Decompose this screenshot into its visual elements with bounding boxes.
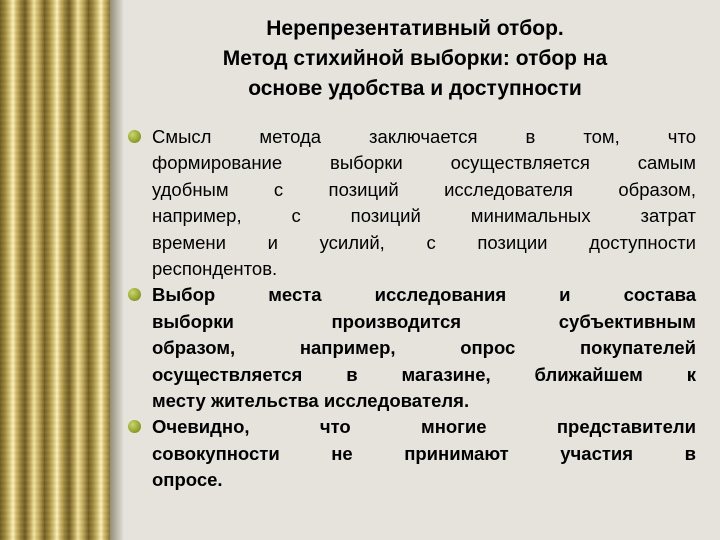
- bullet-3-line-1: Очевидно, что многие представители: [152, 416, 696, 438]
- bullet-item-2: [126, 282, 696, 414]
- bullet-2-line-2: выборки производится субъективным: [152, 310, 696, 332]
- bullet-item-3: [126, 414, 696, 493]
- bullet-2-line-5: месту жительства исследователя.: [152, 390, 470, 412]
- bullet-1-line-3: удобным с позиций исследователя образом,: [152, 178, 696, 200]
- bullet-1-line-5: времени и усилий, с позиции доступности: [152, 231, 696, 253]
- decorative-gold-border: [0, 0, 110, 540]
- bullet-1-line-2: формирование выборки осуществляется самым: [152, 152, 696, 174]
- bullet-1-line-1: Смысл метода заключается в том, что: [152, 126, 696, 147]
- bullet-3-line-3: опросе.: [152, 469, 223, 491]
- slide-content: [126, 124, 696, 494]
- title-line-2: Метод стихийной выборки: отбор на: [222, 47, 608, 70]
- title-line-3: основе удобства и доступности: [248, 77, 582, 100]
- bullet-1-line-6: респондентов.: [152, 258, 278, 280]
- bullet-1-line-4: например, с позиций минимальных затрат: [152, 205, 696, 227]
- bullet-2-line-4: осуществляется в магазине, ближайшем к: [152, 363, 696, 385]
- title-line-1: Нерепрезентативный отбор.: [266, 17, 564, 40]
- border-shadow: [110, 0, 124, 540]
- bullet-item-1: [126, 124, 696, 282]
- bullet-icon: [128, 420, 141, 433]
- bullet-3-line-2: совокупности не принимают участия в: [152, 442, 696, 464]
- bullet-2-line-1: Выбор места исследования и состава: [152, 284, 696, 306]
- bullet-icon: [128, 130, 141, 143]
- bullet-2-line-3: образом, например, опрос покупателей: [152, 337, 696, 359]
- slide-title: [150, 14, 680, 104]
- bullet-icon: [128, 288, 141, 301]
